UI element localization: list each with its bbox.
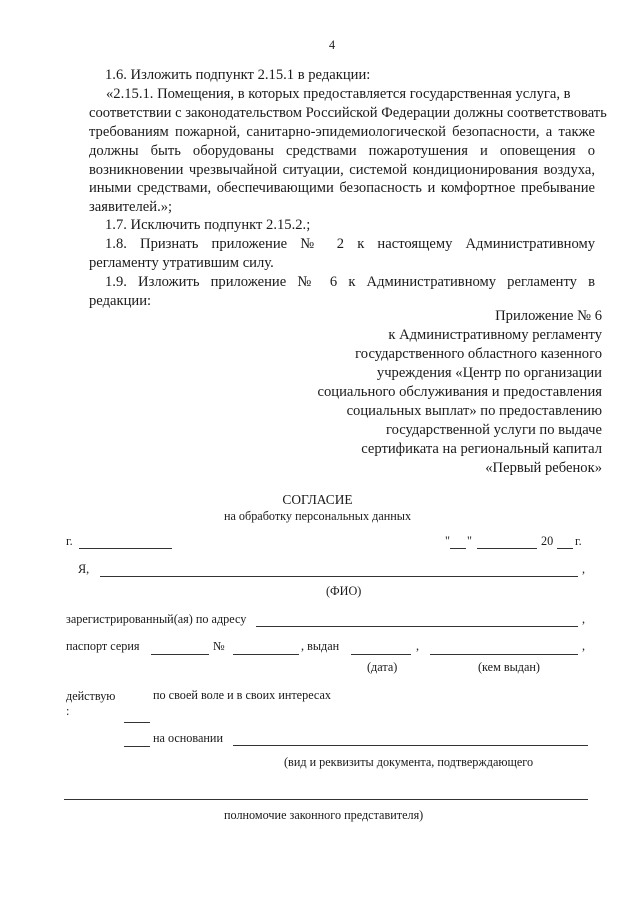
- appendix-line-3: государственного областного казенного: [355, 346, 602, 362]
- issue-date-field[interactable]: [351, 654, 411, 655]
- appendix-line-6: социальных выплат» по предоставлению: [346, 403, 602, 419]
- fio-field[interactable]: [100, 576, 578, 577]
- item-2-15-1-line-6: иными средствами, обеспечивающими безопасность и комфортное пребывание: [89, 180, 595, 196]
- item-1-9-line-2: редакции:: [89, 293, 152, 309]
- appendix-line-9: «Первый ребенок»: [485, 460, 602, 476]
- acting-label: действую: [66, 689, 116, 703]
- own-will-option: по своей воле и в своих интересах: [153, 688, 331, 702]
- i-label: Я,: [78, 562, 90, 576]
- issued-by-caption: (кем выдан): [478, 660, 540, 674]
- representative-authority-field[interactable]: [64, 799, 588, 800]
- month-field[interactable]: [477, 548, 537, 549]
- passport-label: паспорт серия: [66, 639, 140, 653]
- basis-document-field[interactable]: [233, 745, 588, 746]
- passport-number-label: №: [213, 639, 225, 653]
- passport-series-field[interactable]: [151, 654, 209, 655]
- item-1-9-line-1: 1.9. Изложить приложение № 6 к Административному регламенту в: [105, 274, 595, 290]
- city-field[interactable]: [79, 548, 172, 549]
- acting-colon: :: [66, 704, 70, 718]
- registered-label: зарегистрированный(ая) по адресу: [66, 612, 247, 626]
- appendix-line-1: Приложение № 6: [495, 308, 602, 324]
- item-2-15-1-line-4: должны быть оборудованы средствами пожаротушения и оповещения о: [89, 143, 595, 159]
- item-1-7: 1.7. Исключить подпункт 2.15.2.;: [105, 217, 311, 233]
- appendix-line-8: сертификата на региональный капитал: [361, 441, 602, 457]
- item-1-8-line-1: 1.8. Признать приложение № 2 к настоящему Административному: [105, 236, 595, 252]
- page-number: 4: [329, 38, 336, 52]
- city-prefix: г.: [66, 534, 73, 548]
- day-field[interactable]: [450, 548, 466, 549]
- item-1-8-line-2: регламенту утратившим силу.: [89, 255, 274, 271]
- item-2-15-1-line-7: заявителей.»;: [89, 199, 173, 215]
- date-caption: (дата): [367, 660, 398, 674]
- address-comma: ,: [582, 612, 586, 626]
- issued-comma: ,: [416, 639, 420, 653]
- item-1-6-heading: 1.6. Изложить подпункт 2.15.1 в редакции:: [105, 67, 371, 83]
- issued-label: , выдан: [301, 639, 340, 653]
- consent-title: СОГЛАСИЕ: [282, 492, 353, 507]
- item-2-15-1-line-2: соответствии с законодательством Российской Федерации должны соответствовать: [89, 105, 607, 121]
- year-suffix: г.: [575, 534, 582, 548]
- year-field[interactable]: [557, 548, 573, 549]
- item-2-15-1-line-3: требованиям пожарной, санитарно-эпидемиологической безопасности, а также: [89, 124, 595, 140]
- consent-subtitle: на обработку персональных данных: [223, 509, 412, 523]
- item-2-15-1-line-5: возникновении чрезвычайной ситуации, системой кондиционирования воздуха,: [89, 162, 595, 178]
- authority-caption: полномочие законного представителя): [224, 808, 424, 822]
- date-close-quote: ": [467, 534, 472, 548]
- fio-caption: (ФИО): [326, 584, 362, 598]
- address-field[interactable]: [256, 626, 578, 627]
- fio-comma: ,: [582, 562, 586, 576]
- basis-checkbox-line[interactable]: [124, 746, 150, 747]
- item-2-15-1-line-1: «2.15.1. Помещения, в которых предоставляется государственная услуга, в: [106, 86, 571, 102]
- document-caption: (вид и реквизиты документа, подтверждающего: [284, 755, 534, 769]
- passport-number-field[interactable]: [233, 654, 299, 655]
- appendix-line-4: учреждения «Центр по организации: [376, 365, 602, 381]
- appendix-line-5: социального обслуживания и предоставления: [317, 384, 602, 400]
- appendix-line-2: к Административному регламенту: [388, 327, 602, 343]
- own-will-checkbox-line[interactable]: [124, 722, 150, 723]
- passport-comma: ,: [582, 639, 586, 653]
- year-prefix: 20: [541, 534, 554, 548]
- basis-option: на основании: [153, 731, 223, 745]
- date-open-quote: ": [445, 534, 450, 548]
- appendix-line-7: государственной услуги по выдаче: [385, 422, 602, 438]
- issued-by-field[interactable]: [430, 654, 578, 655]
